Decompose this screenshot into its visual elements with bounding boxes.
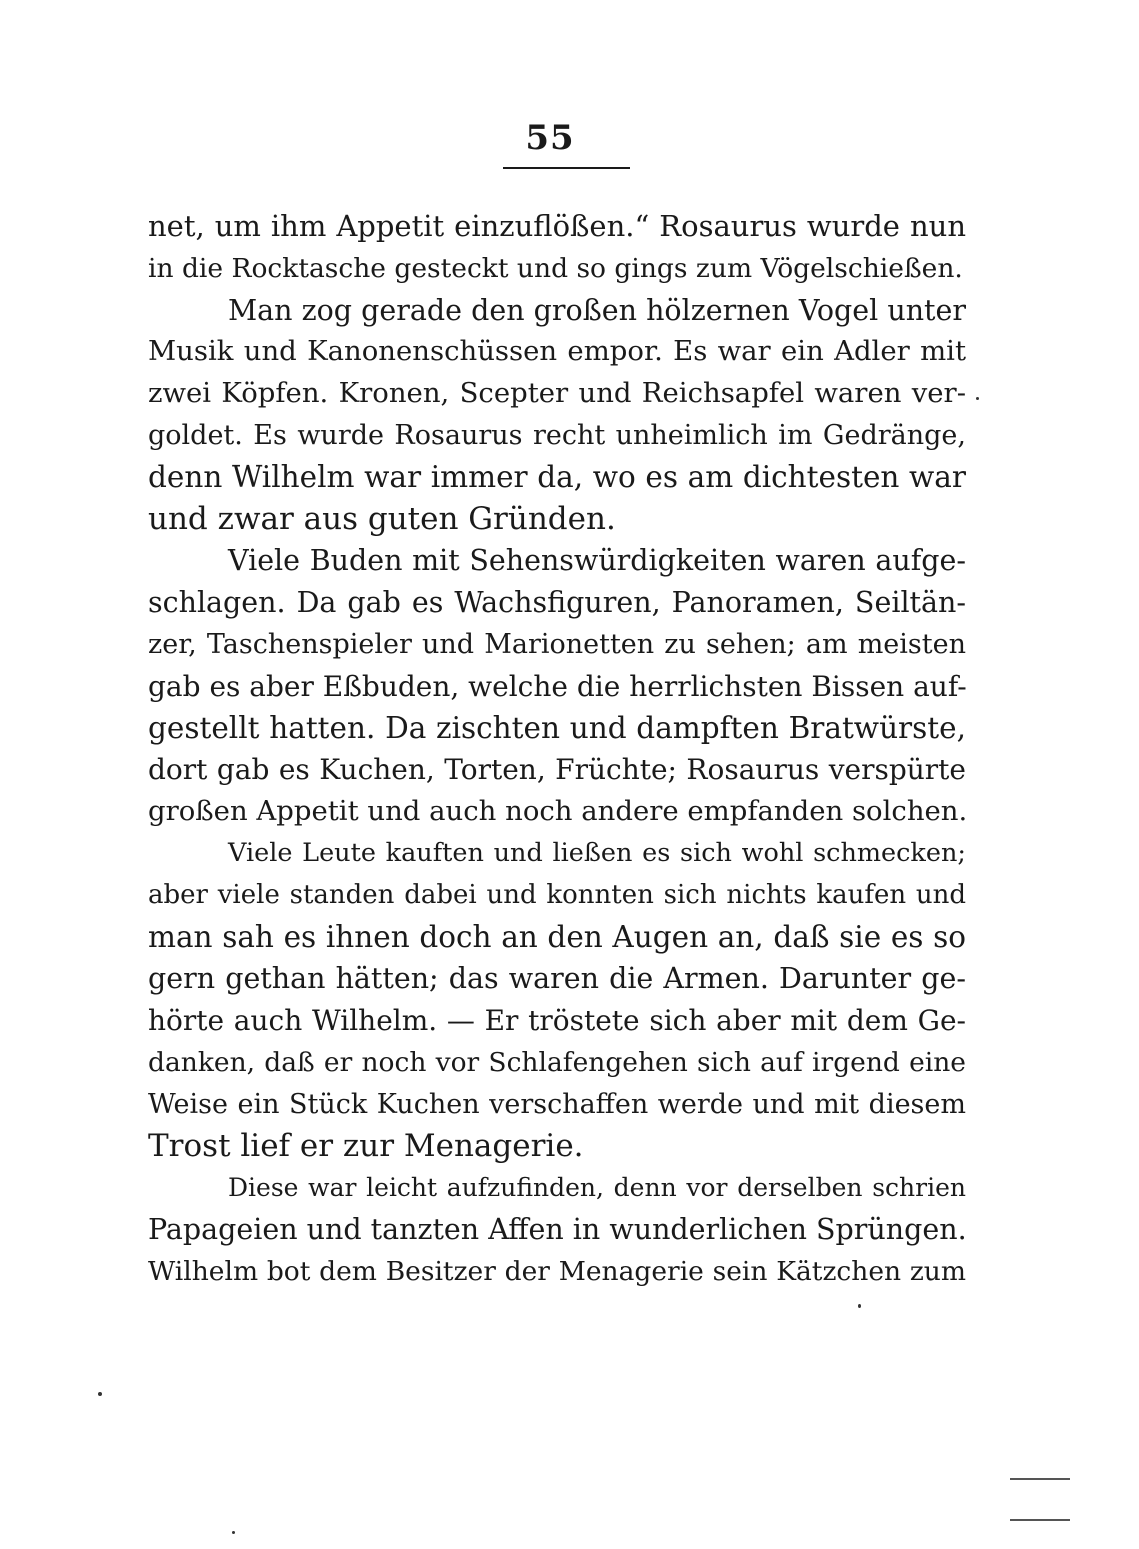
text-line: in die Rocktasche gesteckt und so gings zum Vögelschießen. — [148, 252, 963, 284]
margin-rule — [1010, 1519, 1070, 1521]
text-line: goldet. Es wurde Rosaurus recht unheimlich im Gedränge, — [148, 419, 966, 451]
text-line: danken, daß er noch vor Schlafengehen sich auf irgend eine — [148, 1046, 966, 1078]
text-line: großen Appetit und auch noch andere empfanden solchen. — [148, 795, 968, 828]
body-text — [148, 206, 966, 1293]
text-line: Viele Buden mit Sehenswürdigkeiten waren aufge- — [228, 544, 966, 578]
text-line: und zwar aus guten Gründen. — [148, 500, 616, 537]
text-line: hörte auch Wilhelm. — Er tröstete sich aber mit dem Ge- — [148, 1004, 966, 1038]
text-line: Papageien und tanzten Affen in wunderlichen Sprüngen. — [148, 1213, 967, 1247]
header-rule — [503, 167, 630, 169]
text-line: zwei Köpfen. Kronen, Scepter und Reichsapfel waren ver- — [148, 377, 966, 410]
text-line: aber viele standen dabei und konnten sich nichts kaufen und — [148, 879, 966, 910]
text-line: gern gethan hätten; das waren die Armen. Darunter ge- — [148, 962, 966, 996]
scan-speck — [98, 1392, 102, 1396]
text-line: Viele Leute kauften und ließen es sich wohl schmecken; — [228, 837, 966, 868]
scan-speck — [976, 397, 979, 400]
margin-rule — [1010, 1478, 1070, 1480]
page-number: 55 — [525, 118, 575, 158]
text-line: Diese war leicht aufzufinden, denn vor derselben schrien — [228, 1173, 966, 1203]
text-line: Wilhelm bot dem Besitzer der Menagerie sein Kätzchen zum — [148, 1255, 966, 1287]
text-line: Man zog gerade den großen hölzernen Vogel unter — [228, 293, 966, 327]
text-line: Trost lief er zur Menagerie. — [148, 1127, 584, 1164]
scan-speck — [232, 1531, 235, 1534]
text-line: denn Wilhelm war immer da, wo es am dichtesten war — [148, 459, 966, 494]
scan-speck — [858, 1304, 861, 1308]
text-line: gestellt hatten. Da zischten und dampften Bratwürste, — [148, 710, 966, 745]
text-line: Musik und Kanonenschüssen empor. Es war ein Adler mit — [148, 335, 966, 368]
text-line: man sah es ihnen doch an den Augen an, daß sie es so — [148, 919, 966, 954]
text-line: gab es aber Eßbuden, welche die herrlichsten Bissen auf- — [148, 669, 967, 703]
text-line: zer, Taschenspieler und Marionetten zu sehen; am meisten — [148, 628, 966, 660]
text-line: schlagen. Da gab es Wachsfiguren, Panoramen, Seiltän- — [148, 586, 966, 620]
text-line: Weise ein Stück Kuchen verschaffen werde und mit diesem — [148, 1088, 966, 1120]
text-line: dort gab es Kuchen, Torten, Früchte; Rosaurus verspürte — [148, 753, 966, 787]
text-line: net, um ihm Appetit einzuflößen.“ Rosaurus wurde nun — [148, 209, 966, 243]
